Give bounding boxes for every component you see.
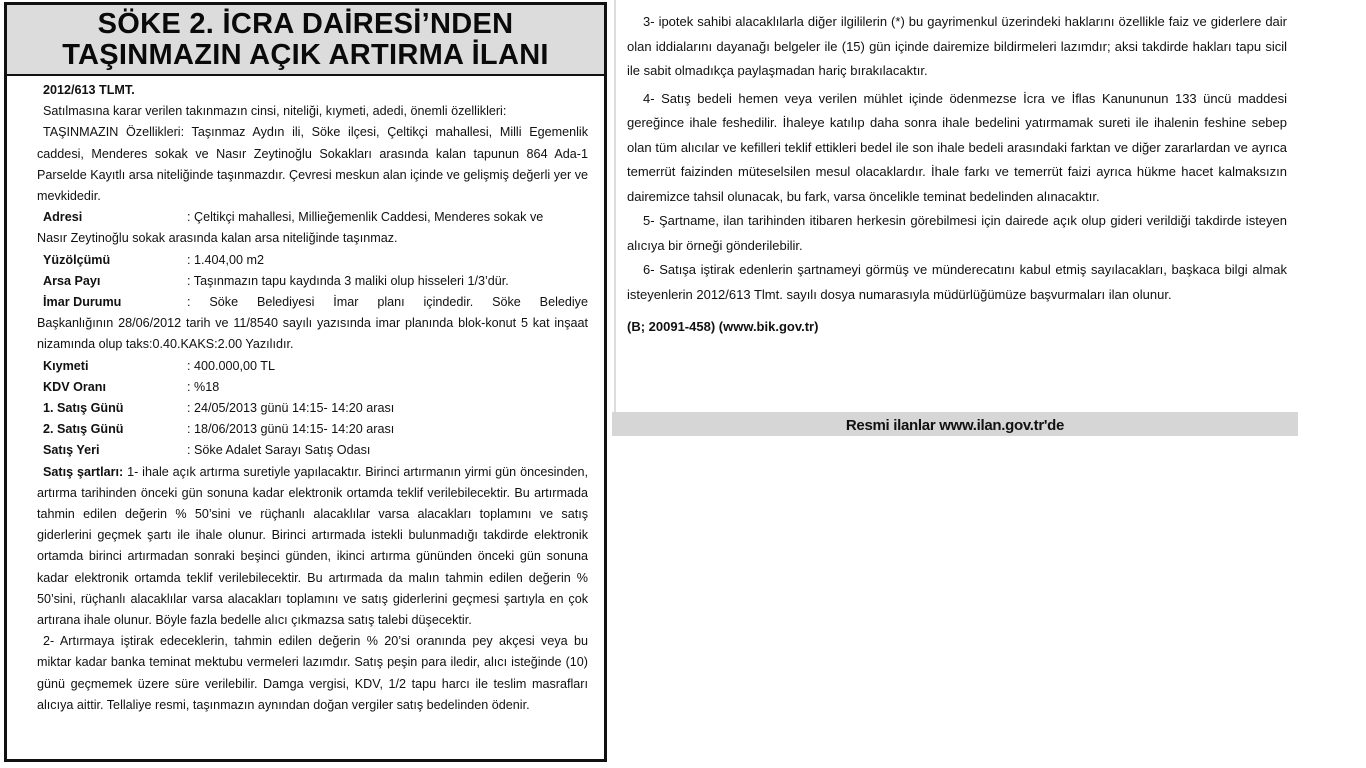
zoning-value: : Söke Belediyesi İmar planı içindedir. Söke Belediye: [187, 295, 588, 310]
notice-left-column: [4, 2, 607, 762]
terms-paragraph-1: [37, 462, 588, 632]
place-value: : Söke Adalet Sarayı Satış Odası: [187, 443, 371, 458]
place-row: [37, 440, 588, 461]
zoning-row: [37, 292, 588, 313]
vat-value: : %18: [187, 379, 220, 394]
address-value: : Çeltikçi mahallesi, Millieğemenlik Caddesi, Menderes sokak ve: [187, 210, 544, 225]
sale1-row: [37, 398, 588, 419]
share-value: : Taşınmazın tapu kaydında 3 maliki olup hisseleri 1/3’dür.: [187, 273, 509, 288]
official-notices-banner: Resmi ilanlar www.ilan.gov.tr'de: [612, 412, 1298, 436]
notice-right-column: [627, 10, 1287, 340]
address-label: Adresi: [43, 210, 83, 225]
terms-paragraph-3: 3- ipotek sahibi alacaklılarla diğer ilgililerin (*) bu gayrimenkul üzerindeki haklarını özellikle faiz ve giderlere dair olan iddialarını dayanağı belgeler ile (15) gün içinde dairemize bildirmeleri lazımdır; aksi takdirde hakları tapu sicil ile sabit olmadıkça paylaşmadan hariç bırakılacaktır.: [627, 14, 1287, 78]
sale1-value: : 24/05/2013 günü 14:15- 14:20 arası: [187, 401, 395, 416]
terms-paragraph-5: 5- Şartname, ilan tarihinden itibaren herkesin görebilmesi için dairede açık olup gideri verildiği takdirde isteyen alıcıya bir örneği gönderilebilir.: [627, 213, 1287, 253]
notice-body: [7, 76, 604, 716]
area-value: : 1.404,00 m2: [187, 252, 265, 267]
terms-paragraph-6: 6- Satışa iştirak edenlerin şartnameyi görmüş ve münderecatını kabul etmiş sayılacakları, başkaca bilgi almak isteyenlerin 2012/613 Tlmt. sayılı dosya numarasıyla müdürlüğümüze başvurmaları ilan olunur.: [627, 262, 1287, 302]
area-row: [37, 250, 588, 271]
sale2-row: [37, 419, 588, 440]
vat-row: [37, 377, 588, 398]
value-row: [37, 356, 588, 377]
share-label: Arsa Payı: [43, 273, 101, 288]
sale1-label: 1. Satış Günü: [43, 401, 124, 416]
terms-paragraph-2: 2- Artırmaya iştirak edeceklerin, tahmin edilen değerin % 20’si oranında pey akçesi veya bu miktar kadar banka teminat mektubu vermeleri lazımdır. Satış peşin para iledir, alıcı isteğinde (10) günü geçmemek üzere süre verilebilir. Damga vergisi, KDV, 1/2 tapu harcı ile teslim masrafları alıcıya aittir. Tellaliye resmi, taşınmazın aynından doğan vergiler satış bedelinden ödenir.: [37, 634, 588, 712]
address-continuation: Nasır Zeytinoğlu sokak arasında kalan arsa niteliğinde taşınmaz.: [37, 231, 398, 246]
file-number: 2012/613 TLMT.: [43, 83, 135, 97]
value-label: Kıymeti: [43, 358, 89, 373]
terms-label: Satış şartları:: [43, 464, 124, 479]
bottom-rule: [129, 760, 607, 761]
value-value: : 400.000,00 TL: [187, 358, 275, 373]
sale2-value: : 18/06/2013 günü 14:15- 14:20 arası: [187, 422, 395, 437]
sale2-label: 2. Satış Günü: [43, 422, 124, 437]
column-divider: [614, 0, 616, 412]
intro-text: Satılmasına karar verilen takınmazın cinsi, niteliği, kıymeti, adedi, önemli özellikleri:: [43, 104, 507, 119]
share-row: [37, 271, 588, 292]
terms-1-text: 1- ihale açık artırma suretiyle yapılacaktır. Birinci artırmanın yirmi gün öncesinden, artırma tarihinden önceki gün sonuna kadar elektronik ortamda teklif verilebilecektir. Bu artırmada tahmin edilen değerin % 50’sini ve rüçhanlı alacaklılar varsa alacakları toplamını ve satış giderlerini geçmek şartı ile ihale olunur. Birinci artırmada istekli bulunmadığı takdirde elektronik ortamda birinci artırmadan sonraki beşinci günden, ikinci artırma gününden önceki gün sonuna kadar elektronik ortamda teklif verilebilecektir. Bu artırmada da malın tahmin edilen değerin % 50’sini, rüçhanlı alacaklılar varsa alacakları toplamını ve satış giderlerini geçmesi şartıyla en çok artırana ihale olunur. Böyle fazla bedelle alıcı çıkmazsa satış talebi düşecektir.: [37, 464, 588, 628]
place-label: Satış Yeri: [43, 443, 100, 458]
terms-paragraph-4: 4- Satış bedeli hemen veya verilen mühlet içinde ödenmezse İcra ve İflas Kanununun 133 üncü maddesi gereğince ihale feshedilir. İhaleye katılıp daha sonra ihale bedelini yatırmamak sureti ile ihalenin feshine sebep olan tüm alıcılar ve kefilleri teklif ettikleri bedel ile son ihale bedeli arasındaki farktan ve diğer zararlardan ve ayrıca temerrüt faizinden müteselsilen mesul olacaklardır. İhale farkı ve temerrüt faizi ayrıca hükme hacet kalmaksızın dairemizce tahsil olunacak, bu fark, varsa öncelikle teminat bedelinden alınacaktır.: [627, 90, 1287, 204]
address-row: [37, 207, 588, 228]
property-description: TAŞINMAZIN Özellikleri: Taşınmaz Aydın ili, Söke ilçesi, Çeltikçi mahallesi, Milli Egemenlik caddesi, Menderes sokak ve Nasır Zeytinoğlu Sokakları arasında kalan tapunun 864 Ada-1 Parselde Kayıtlı arsa niteliğinde taşınmazdır. Çevresi meskun alan içinde ve gelişmiş değerli yer ve mevkidedir.: [37, 125, 588, 204]
notice-title-block: [7, 5, 604, 76]
zoning-label: İmar Durumu: [43, 295, 122, 310]
vat-label: KDV Oranı: [43, 379, 106, 394]
reference-code: (B; 20091-458) (www.bik.gov.tr): [627, 319, 819, 334]
area-label: Yüzölçümü: [43, 252, 111, 267]
notice-title-line1: SÖKE 2. İCRA DAİRESİ’NDEN: [97, 8, 514, 40]
notice-title-line2: TAŞINMAZIN AÇIK ARTIRMA İLANI: [62, 39, 549, 71]
zoning-continuation: Başkanlığının 28/06/2012 tarih ve 11/8540 sayılı yazısında imar planında blok-konut 5 kat inşaat nizamında olup taks:0.40.KAKS:2.00 Yazılıdır.: [37, 316, 588, 352]
